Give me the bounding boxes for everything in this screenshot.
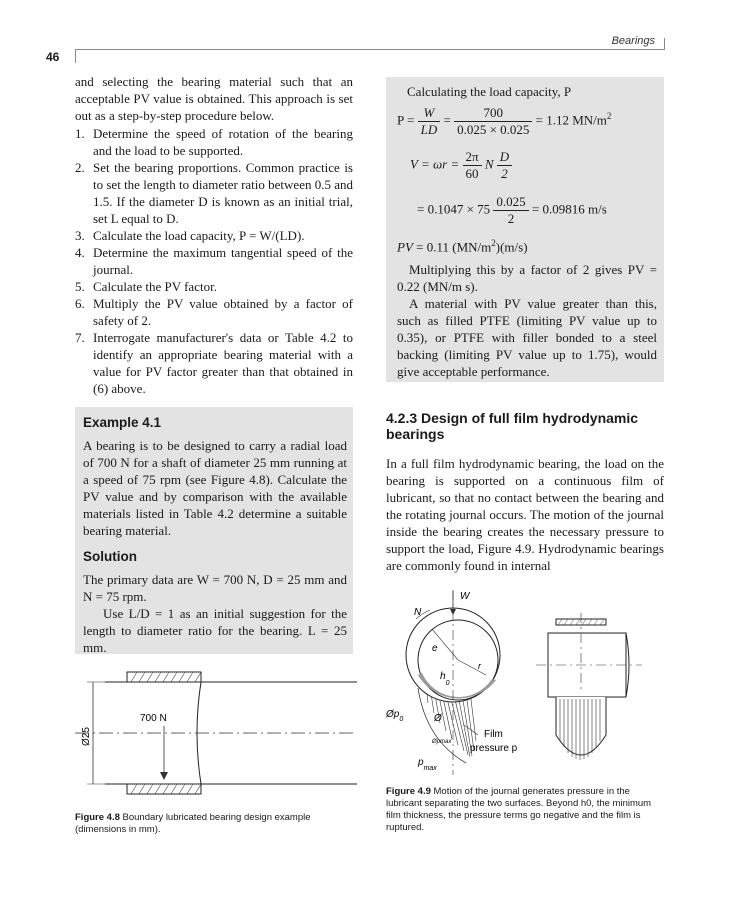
label-film-pressure: pressure p: [470, 743, 518, 754]
example-body: A bearing is to be designed to carry a radial load of 700 N for a shaft of diameter 25 mm running at a speed of 75 rpm (see Figure 4.8). Calculate the PV value and by comparison with the available materials listed in Table 4.2 determine a suitable bearing material.: [83, 438, 347, 538]
figure-4-9: [386, 585, 664, 783]
equation-pv: PV = 0.11 $(MN/m^2)(m/s)$: [397, 238, 528, 255]
calc-para2: A material with PV value greater than this, such as filled PTFE (limiting PV value up to 0.35), or PTFE with filler bonded to a steel backing (limiting PV value up to 1.75), would give acceptable performance.: [397, 296, 657, 379]
equation-v-numeric: = 0.1047 × 75 $\frac{0.025}{2}$ = 0.09816 m/s: [417, 194, 607, 226]
procedure-list: [75, 125, 353, 397]
example-box: [75, 407, 353, 654]
figure-4-8: [75, 662, 357, 812]
equation-v: V = ωr = $\frac{2\pi}{60}$ N $\frac{D}{2}$: [410, 149, 512, 182]
page-number: 46: [46, 50, 60, 64]
label-w: W: [460, 591, 470, 602]
figure-4-9-caption: Figure 4.9 Motion of the journal generates pressure in the lubricant separating the two surfaces. Beyond h0, the minimum film thickness, the pressure terms go negative and the film is ruptured.: [386, 786, 652, 833]
header-rule-tick-left: [75, 49, 76, 63]
solution-title: Solution: [83, 549, 137, 564]
label-pmax: $p_{max}$: [418, 757, 437, 772]
solution-p2: Use L/D = 1 as an initial suggestion for the length to diameter ratio for the bearing. L = 25 mm.: [83, 606, 347, 655]
calc-intro: Calculating the load capacity, P: [407, 84, 572, 99]
list-item: 7. Interrogate manufacturer's data or Table 4.2 to identify an appropriate bearing material with a value for PV factor greater than that obtained in (6) above.: [75, 330, 353, 396]
label-e: e: [432, 643, 438, 654]
list-item: 4. Determine the maximum tangential speed of the journal.: [75, 245, 353, 277]
label-r: r: [478, 661, 481, 671]
solution-p1: The primary data are W = 700 N, D = 25 mm and N = 75 rpm.: [83, 572, 347, 604]
list-item: 3. Calculate the load capacity, P = W/(LD).: [75, 228, 305, 243]
list-item: 6. Multiply the PV value obtained by a factor of safety of 2.: [75, 296, 353, 328]
list-item: 5. Calculate the PV factor.: [75, 279, 217, 294]
intro-paragraph: and selecting the bearing material such that an acceptable PV value is obtained. This approach is set out as a step-by-step procedure below.: [75, 74, 353, 123]
running-title: Bearings: [611, 35, 655, 47]
list-item: 2. Set the bearing proportions. Common practice is to set the length to diameter ratio between 0.5 and 1.5. If the diameter D is known as an initial trial, set L equal to D.: [75, 160, 353, 226]
label-n: N: [414, 607, 422, 618]
figure-4-8-caption: Figure 4.8 Boundary lubricated bearing design example (dimensions in mm).: [75, 812, 311, 835]
label-film: Film: [484, 729, 503, 740]
calculation-box: [386, 77, 664, 382]
label-phi: Ø: [434, 713, 442, 724]
calc-para1: Multiplying this by a factor of 2 gives PV = 0.22 (MN/m s).: [397, 262, 657, 294]
example-title: Example 4.1: [83, 415, 162, 430]
section-heading: 4.2.3 Design of full film hydrodynamic bearings: [386, 410, 639, 442]
label-h0: $h_0$: [440, 671, 450, 687]
equation-p: P = $\frac{W}{LD}$ = $\frac{700}{0.025 \times 0.025}$ = 1.12 $MN/m^2$: [397, 105, 612, 137]
label-phi-pmax: Øpmax: [432, 739, 452, 745]
list-item: 1. Determine the speed of rotation of the bearing and the load to be supported.: [75, 126, 353, 158]
section-body: In a full film hydrodynamic bearing, the load on the bearing is supported on a continuous film of lubricant, so that no contact between the bearing and the rotating journal occurs. The motion of the journal inside the bearing creates the necessary pressure to support the load, Figure 4.9. Hydrodynamic bearings are commonly found in internal: [386, 456, 664, 573]
bearing-side-view: [536, 613, 642, 760]
diameter-label: Ø25: [81, 727, 92, 746]
left-column: [75, 73, 353, 397]
header-rule-tick-right: [664, 38, 665, 50]
load-label: 700 N: [140, 713, 167, 724]
header-rule: [75, 49, 665, 50]
label-phi-p0: $Øp_0$: [386, 709, 404, 723]
